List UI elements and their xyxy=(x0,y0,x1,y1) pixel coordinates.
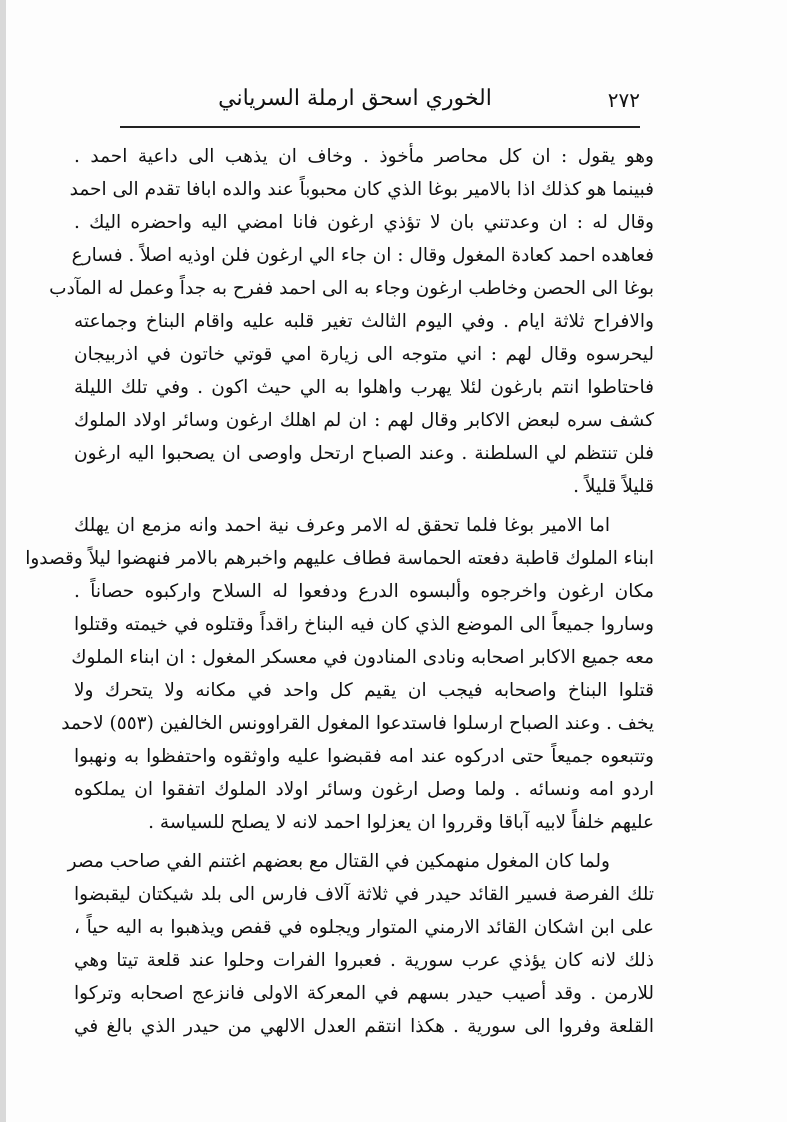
text-line: معه جميع الاكابر اصحابه ونادى المنادون في معسكر المغول : ان ابناء الملوك xyxy=(71,647,654,668)
text-line: على ابن اشكان القائد الارمني المتوار ويجلوه في قفص ويذهبوا به اليه حياً ، xyxy=(74,917,654,938)
body-text xyxy=(25,140,654,1043)
scan-edge xyxy=(0,0,6,1122)
text-line: مكان ارغون واخرجوه وألبسوه الدرع ودفعوا له السلاح واركبوه حصاناً . xyxy=(74,581,654,602)
page-header xyxy=(120,80,640,124)
text-line: فعاهده احمد كعادة المغول وقال : ان جاء الي ارغون فلن اوذيه اصلاً . فسارع xyxy=(71,245,654,266)
page-number: ٢٧٢ xyxy=(607,88,640,112)
text-line: فبينما هو كذلك اذا بالامير بوغا الذي كان محبوباً عند والده ابافا تقدم الى احمد xyxy=(69,179,654,200)
text-line: كشف سره لبعض الاكابر وقال لهم : ان لم اهلك ارغون وسائر اولاد الملوك xyxy=(74,410,654,431)
text-line: ولما كان المغول منهمكين في القتال مع بعضهم اغتنم الفي صاحب مصر xyxy=(67,851,610,872)
text-line: ليحرسوه وقال لهم : اني متوجه الى زيارة امي قوتي خاتون في اذربيجان xyxy=(74,344,654,365)
text-line: بوغا الى الحصن وخاطب ارغون وجاء به الى احمد ففرح به جداً وعمل له المآدب xyxy=(49,278,654,299)
text-line: فاحتاطوا انتم بارغون لئلا يهرب واهلوا به الي حيث اكون . وفي تلك الليلة xyxy=(74,377,654,398)
text-line: فلن تنتظم لي السلطنة . وعند الصباح ارتحل واوصى ان يصحبوا اليه ارغون xyxy=(74,443,654,464)
text-line: وساروا جميعاً الى الموضع الذي كان فيه البناخ راقداً وقتلوه في خيمته وقتلوا xyxy=(74,614,654,635)
text-line: قليلاً قليلاً . xyxy=(573,476,654,497)
text-line: والافراح ثلاثة ايام . وفي اليوم الثالث تغير قلبه عليه واقام البناخ وجماعته xyxy=(74,311,654,332)
header-rule xyxy=(120,126,640,128)
text-line: عليهم خلفاً لابيه آباقا وقرروا ان يعزلوا احمد لانه لا يصلح للسياسة . xyxy=(148,812,654,833)
text-line: قتلوا البناخ واصحابه فيجب ان يقيم كل واحد في مكانه ولا يتحرك ولا xyxy=(74,680,654,701)
text-line: ابناء الملوك قاطبة دفعته الحماسة فطاف عليهم واخبرهم بالامر فنهضوا ليلاً وقصدوا xyxy=(25,548,654,569)
text-line: اردو امه ونسائه . ولما وصل ارغون وسائر اولاد الملوك اتفقوا ان يملكوه xyxy=(74,779,654,800)
text-line: وقال له : ان وعدتني بان لا تؤذي ارغون فانا امضي اليه واحضره اليك . xyxy=(74,212,654,233)
running-title: الخوري اسحق ارملة السرياني xyxy=(218,86,492,111)
text-line: تلك الفرصة فسير القائد حيدر في ثلاثة آلاف فارس الى بلد شيكتان ليقبضوا xyxy=(74,884,654,905)
text-line: وهو يقول : ان كل محاصر مأخوذ . وخاف ان يذهب الى داعية احمد . xyxy=(74,146,654,167)
text-line: للارمن . وقد أصيب حيدر بسهم في المعركة الاولى فانزعج اصحابه وتركوا xyxy=(74,983,654,1004)
text-line: اما الامير بوغا فلما تحقق له الامر وعرف نية احمد وانه مزمع ان يهلك xyxy=(74,515,610,536)
text-line: وتتبعوه جميعاً حتى ادركوه عند امه فقبضوا عليه واوثقوه واحتفظوا به ونهبوا xyxy=(74,746,654,767)
text-line: يخف . وعند الصباح ارسلوا فاستدعوا المغول القراوونس الخالفين (٥٥٣) لاحمد xyxy=(61,713,654,734)
text-line: ذلك لانه كان يؤذي عرب سورية . فعبروا الفرات وحلوا عند قلعة تيتا وهي xyxy=(74,950,654,971)
text-line: القلعة وفروا الى سورية . هكذا انتقم العدل الالهي من حيدر الذي بالغ في xyxy=(74,1016,654,1037)
